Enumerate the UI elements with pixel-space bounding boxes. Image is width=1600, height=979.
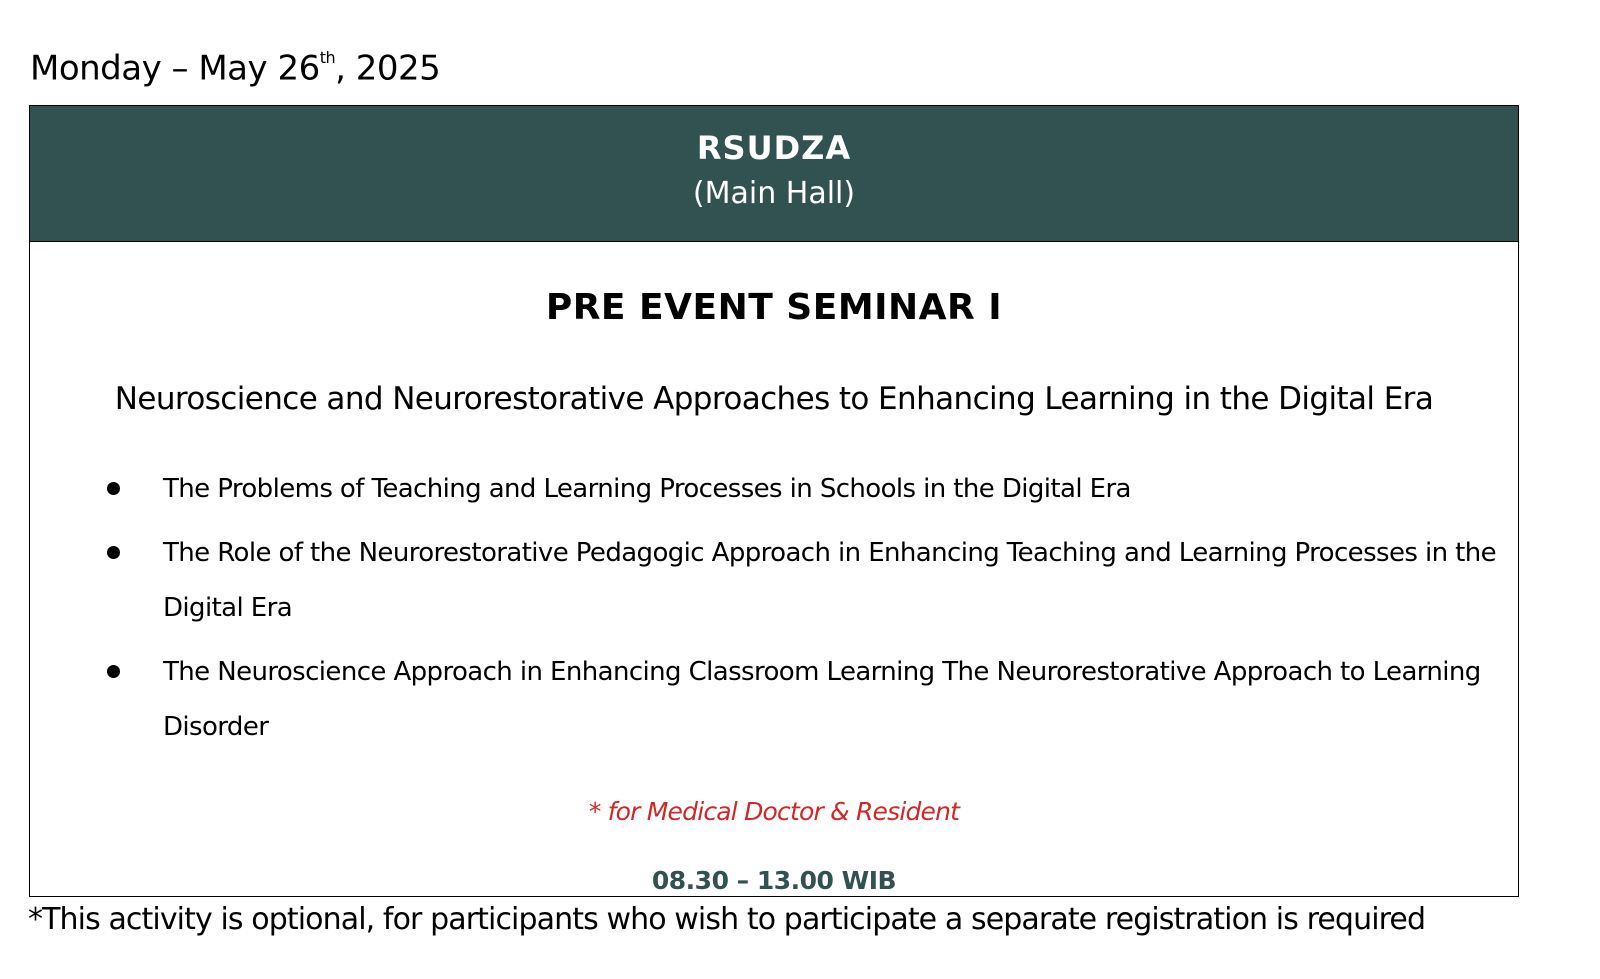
- bullet-icon: [107, 482, 120, 495]
- bullet-icon: [107, 546, 120, 559]
- session-time: 08.30 – 13.00 WIB: [651, 866, 897, 895]
- date-year: , 2025: [335, 48, 441, 89]
- topic-text: The Role of the Neurorestorative Pedagogic Approach in Enhancing Teaching and Learning Processes in the Digital Era: [163, 538, 1496, 623]
- seminar-subtitle: Neuroscience and Neurorestorative Approaches to Enhancing Learning in the Digital Era: [114, 381, 1434, 417]
- seminar-title: PRE EVENT SEMINAR I: [545, 287, 1003, 328]
- venue-name: RSUDZA: [696, 129, 852, 167]
- venue-header: [30, 106, 1518, 242]
- bullet-icon: [107, 665, 120, 678]
- venue-hall: (Main Hall): [692, 176, 856, 211]
- list-item: [30, 526, 1518, 636]
- date-text: Monday – May 26: [30, 48, 320, 89]
- seminar-card: [29, 105, 1519, 897]
- topic-list: [30, 462, 1518, 764]
- list-item: [30, 462, 1518, 517]
- audience-note: * for Medical Doctor & Resident: [588, 797, 960, 826]
- topic-text: The Problems of Teaching and Learning Processes in Schools in the Digital Era: [163, 474, 1131, 504]
- topic-text: The Neuroscience Approach in Enhancing Classroom Learning The Neurorestorative Approach to Learning Disorder: [163, 657, 1481, 742]
- schedule-date: [30, 38, 440, 92]
- list-item: [30, 645, 1518, 755]
- registration-footnote: *This activity is optional, for participants who wish to participate a separate registration is required: [28, 902, 1426, 937]
- date-ordinal-suffix: th: [319, 48, 336, 67]
